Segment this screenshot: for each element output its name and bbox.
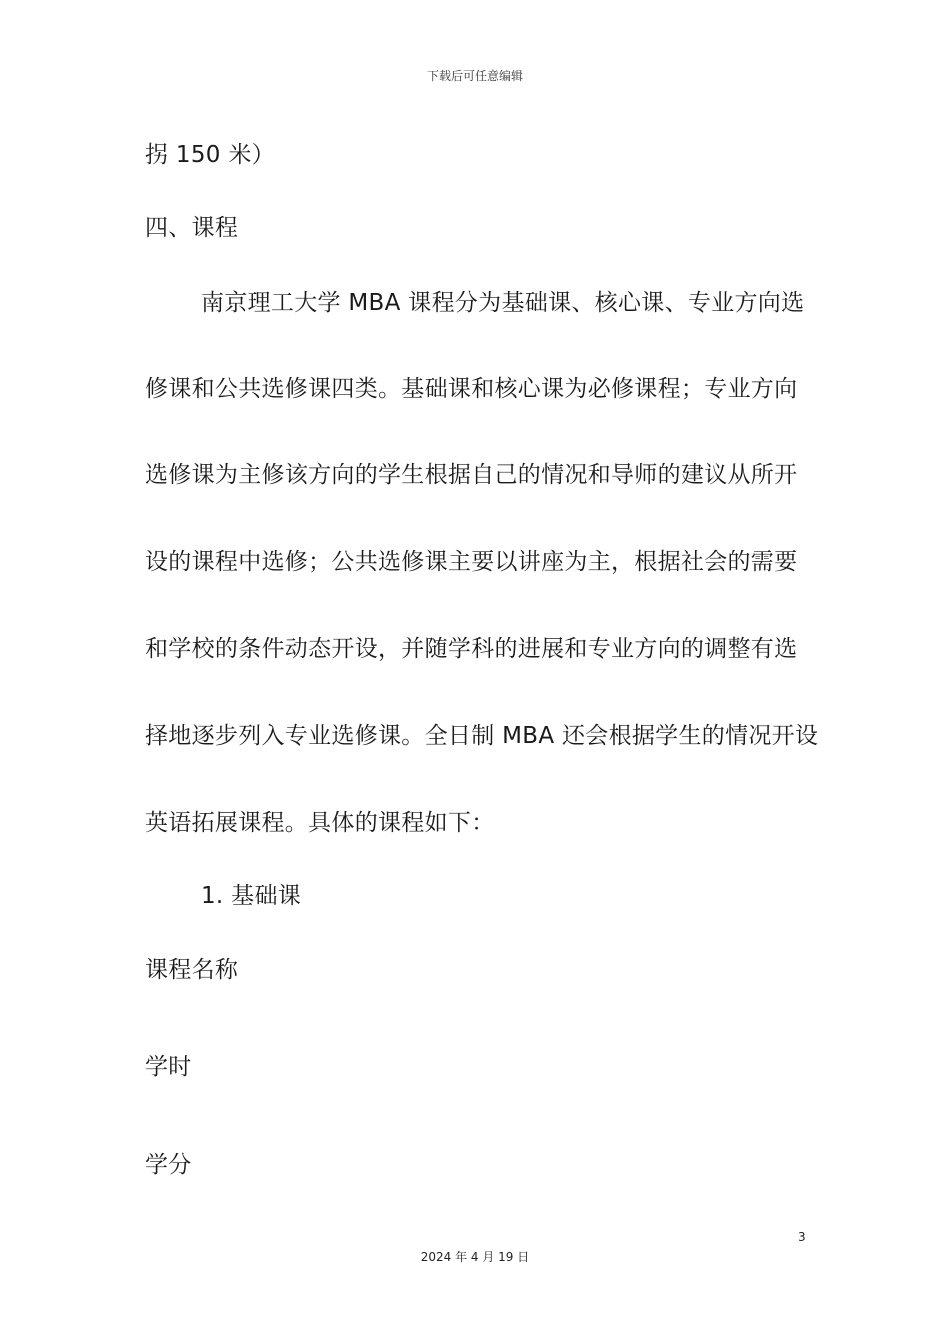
table-header-hours: 学时 xyxy=(145,1054,192,1080)
paragraph-line-2: 修课和公共选修课四类。基础课和核心课为必修课程；专业方向 xyxy=(145,376,798,402)
page-footer-date: 2024 年 4 月 19 日 xyxy=(420,1250,530,1264)
table-header-credits: 学分 xyxy=(145,1152,192,1178)
paragraph-line-7: 英语拓展课程。具体的课程如下： xyxy=(145,810,495,836)
paragraph-line-3: 选修课为主修该方向的学生根据自己的情况和导师的建议从所开 xyxy=(145,462,798,488)
subheading-basic-courses: 1. 基础课 xyxy=(201,883,302,909)
page-number: 3 xyxy=(798,1230,806,1244)
paragraph-line-6: 择地逐步列入专业选修课。全日制 MBA 还会根据学生的情况开设 xyxy=(145,723,819,749)
section-heading-courses: 四、课程 xyxy=(145,215,239,241)
text-line-continuation: 拐 150 米） xyxy=(145,142,275,168)
page-header: 下载后可任意编辑 xyxy=(426,69,523,83)
paragraph-line-4: 设的课程中选修；公共选修课主要以讲座为主，根据社会的需要 xyxy=(145,549,798,575)
table-header-course-name: 课程名称 xyxy=(145,957,239,983)
paragraph-line-5: 和学校的条件动态开设，并随学科的进展和专业方向的调整有选 xyxy=(145,636,798,662)
paragraph-line-1: 南京理工大学 MBA 课程分为基础课、核心课、专业方向选 xyxy=(201,290,805,316)
